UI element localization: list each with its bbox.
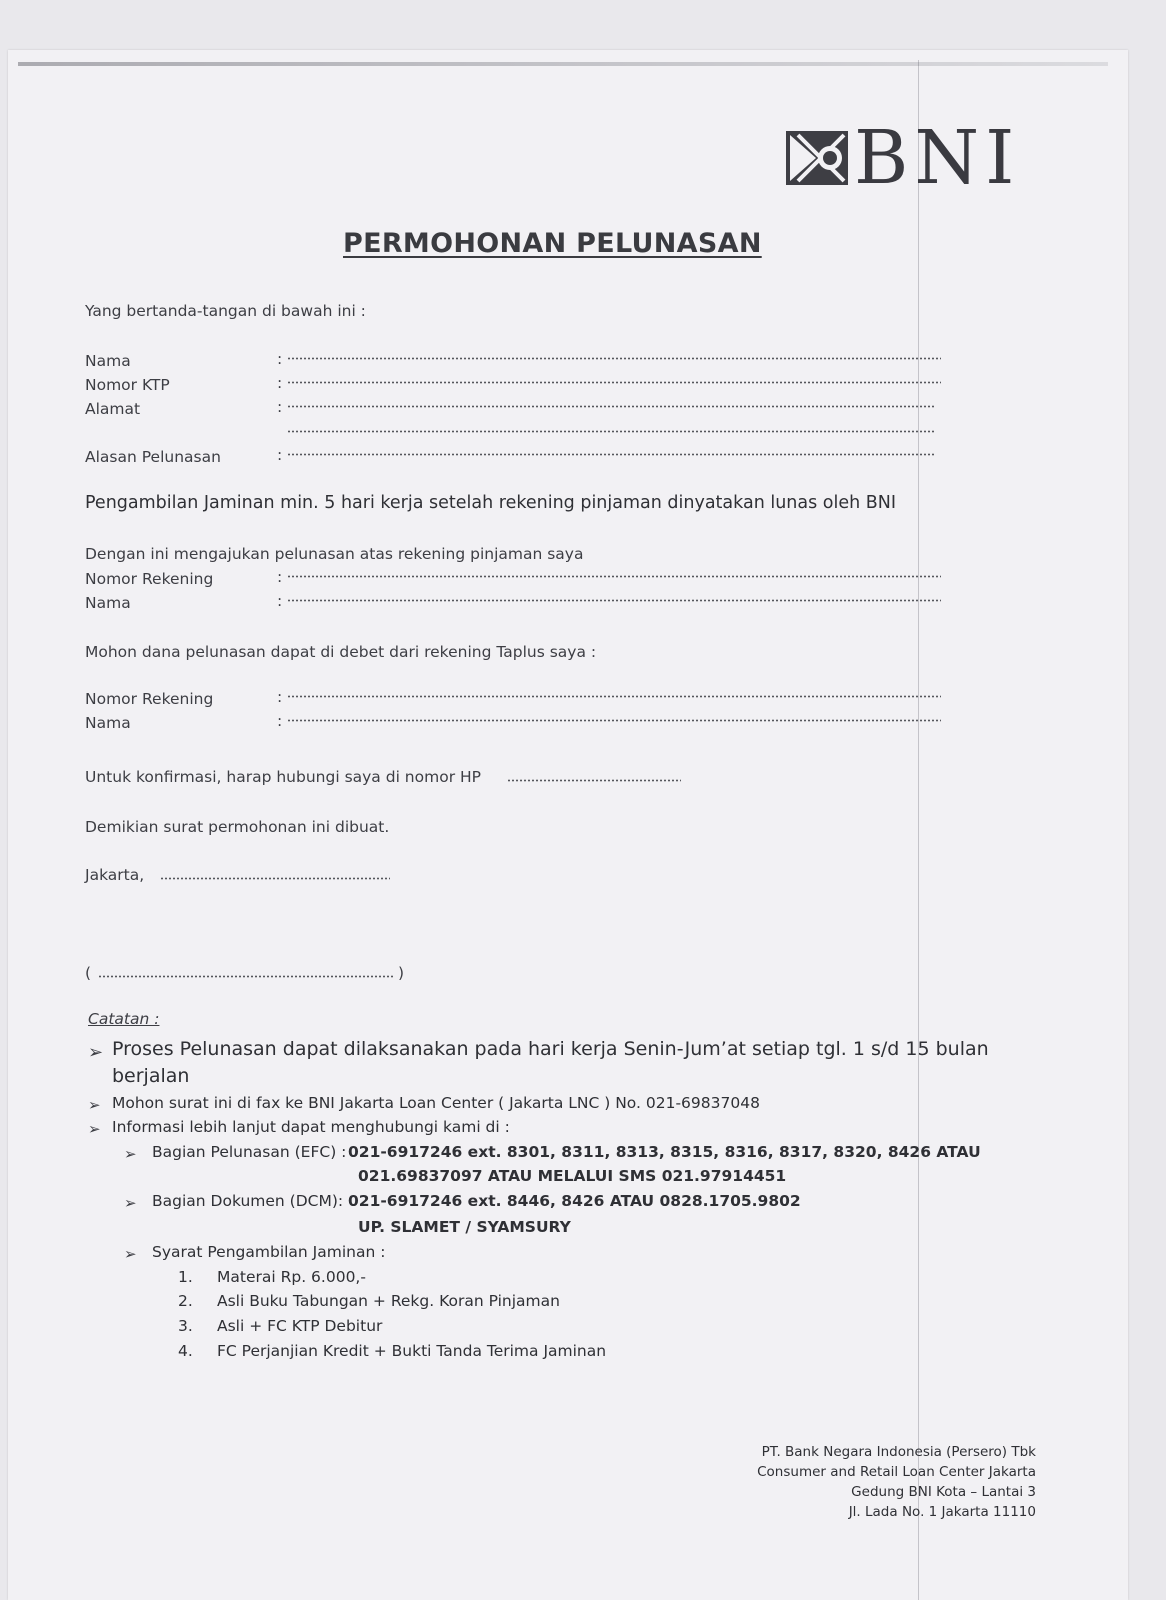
- arrow-bullet-icon: ➢: [88, 1120, 101, 1138]
- syarat-number: 4.: [178, 1342, 193, 1360]
- collateral-notice: Pengambilan Jaminan min. 5 hari kerja setelah rekening pinjaman dinyatakan lunas oleh BNI: [85, 493, 897, 513]
- debit-label-nama: Nama: [85, 714, 131, 732]
- footer-address: [757, 1442, 1036, 1522]
- note-item-3: Informasi lebih lanjut dapat menghubungi kami di :: [112, 1118, 510, 1136]
- note-item-1-line-2: berjalan: [112, 1065, 190, 1087]
- scan-fold-line: [918, 60, 919, 1600]
- loan-label-rekening: Nomor Rekening: [85, 570, 214, 588]
- bni-logo: [786, 115, 1021, 201]
- syarat-heading: Syarat Pengambilan Jaminan :: [152, 1243, 386, 1261]
- arrow-bullet-icon: ➢: [88, 1042, 104, 1063]
- efc-contact-line-1: 021-6917246 ext. 8301, 8311, 8313, 8315, 8316, 8317, 8320, 8426 ATAU: [348, 1143, 981, 1161]
- field-colon: :: [277, 398, 283, 416]
- intro-text: Yang bertanda-tangan di bawah ini :: [85, 302, 366, 320]
- date-line[interactable]: [160, 877, 390, 880]
- arrow-bullet-icon: ➢: [124, 1145, 137, 1163]
- field-label-alasan: Alasan Pelunasan: [85, 448, 221, 466]
- field-colon: :: [277, 446, 283, 464]
- field-colon: :: [277, 374, 283, 392]
- loan-rekening-line[interactable]: [287, 575, 941, 578]
- scan-top-line: [18, 62, 1108, 66]
- field-colon: :: [277, 592, 283, 610]
- footer-line: Jl. Lada No. 1 Jakarta 11110: [848, 1504, 1036, 1520]
- dcm-contact-line-2: UP. SLAMET / SYAMSURY: [358, 1218, 571, 1236]
- syarat-item: Materai Rp. 6.000,-: [217, 1268, 366, 1286]
- phone-number-line[interactable]: [507, 779, 681, 782]
- arrow-bullet-icon: ➢: [124, 1194, 137, 1212]
- field-label-alamat: Alamat: [85, 400, 141, 418]
- efc-contact-line-2: 021.69837097 ATAU MELALUI SMS 021.97914451: [358, 1167, 787, 1185]
- arrow-bullet-icon: ➢: [124, 1245, 137, 1263]
- field-nama-line[interactable]: [287, 357, 941, 360]
- dcm-label: Bagian Dokumen (DCM):: [152, 1192, 344, 1210]
- syarat-number: 3.: [178, 1317, 193, 1335]
- note-item-1-line-1: Proses Pelunasan dapat dilaksanakan pada hari kerja Senin-Jum’at setiap tgl. 1 s/d 15 bulan: [112, 1038, 989, 1060]
- syarat-number: 1.: [178, 1268, 193, 1286]
- field-alamat-line[interactable]: [287, 405, 935, 408]
- field-label-ktp: Nomor KTP: [85, 376, 170, 394]
- arrow-bullet-icon: ➢: [88, 1096, 101, 1114]
- syarat-item: FC Perjanjian Kredit + Bukti Tanda Terima Jaminan: [217, 1342, 607, 1360]
- bni-logo-text: BNI: [854, 115, 1021, 201]
- efc-label: Bagian Pelunasan (EFC) :: [152, 1143, 347, 1161]
- field-label-nama: Nama: [85, 352, 131, 370]
- dcm-contact-line-1: 021-6917246 ext. 8446, 8426 ATAU 0828.1705.9802: [348, 1192, 801, 1210]
- signature-open: (: [85, 964, 92, 982]
- field-colon: :: [277, 350, 283, 368]
- field-alamat-line-2[interactable]: [287, 430, 935, 433]
- place-date-label: Jakarta,: [85, 866, 145, 884]
- footer-line: PT. Bank Negara Indonesia (Persero) Tbk: [761, 1444, 1036, 1460]
- footer-line: Gedung BNI Kota – Lantai 3: [851, 1484, 1036, 1500]
- closing-text: Demikian surat permohonan ini dibuat.: [85, 818, 390, 836]
- signature-close: ): [398, 964, 405, 982]
- field-colon: :: [277, 712, 283, 730]
- note-item-2: Mohon surat ini di fax ke BNI Jakarta Loan Center ( Jakarta LNC ) No. 021-69837048: [112, 1094, 760, 1112]
- loan-section-heading: Dengan ini mengajukan pelunasan atas rekening pinjaman saya: [85, 545, 584, 563]
- field-alasan-line[interactable]: [287, 453, 935, 456]
- loan-label-nama: Nama: [85, 594, 131, 612]
- bni-emblem-icon: [786, 127, 848, 189]
- syarat-number: 2.: [178, 1292, 193, 1310]
- debit-section-heading: Mohon dana pelunasan dapat di debet dari rekening Taplus saya :: [85, 643, 597, 661]
- notes-heading: Catatan :: [88, 1010, 160, 1028]
- debit-rekening-line[interactable]: [287, 695, 941, 698]
- field-colon: :: [277, 688, 283, 706]
- footer-line: Consumer and Retail Loan Center Jakarta: [757, 1464, 1036, 1480]
- debit-label-rekening: Nomor Rekening: [85, 690, 214, 708]
- loan-nama-line[interactable]: [287, 599, 941, 602]
- debit-nama-line[interactable]: [287, 719, 941, 722]
- syarat-item: Asli Buku Tabungan + Rekg. Koran Pinjaman: [217, 1292, 560, 1310]
- field-colon: :: [277, 568, 283, 586]
- page-title: PERMOHONAN PELUNASAN: [343, 228, 762, 259]
- signature-name-line[interactable]: [98, 975, 394, 978]
- syarat-item: Asli + FC KTP Debitur: [217, 1317, 383, 1335]
- confirm-text: Untuk konfirmasi, harap hubungi saya di nomor HP: [85, 768, 481, 786]
- field-ktp-line[interactable]: [287, 381, 941, 384]
